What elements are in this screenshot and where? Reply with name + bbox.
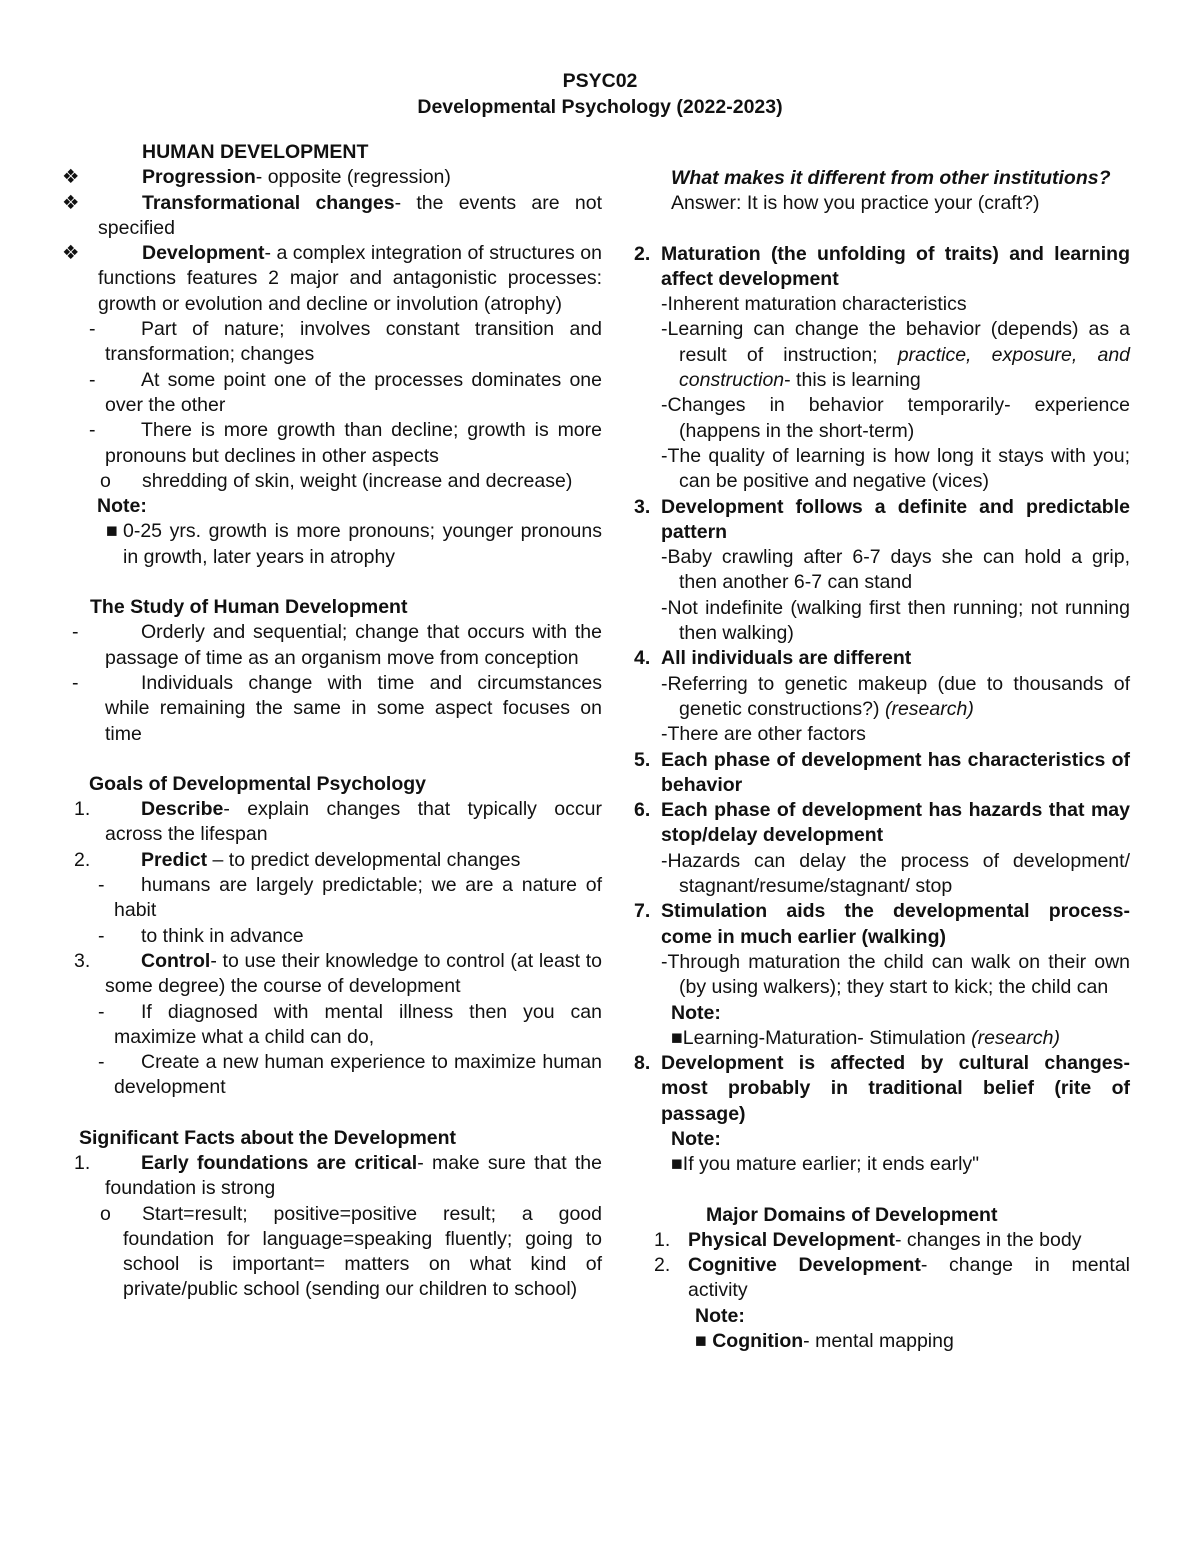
- fact-2-point-4: -The quality of learning is how long it stays with you; can be positive and negative (vices): [661, 444, 1130, 493]
- goal-2: 2. Predict – to predict developmental changes: [74, 848, 521, 871]
- domain-note-label: Note:: [695, 1304, 745, 1327]
- goal-2-point-1: - humans are largely predictable; we are a nature of habit: [98, 874, 602, 922]
- answer-text: Answer: It is how you practice your (craft?): [671, 192, 1040, 215]
- dash-bullet-icon: -: [89, 368, 96, 391]
- square-bullet-icon: ■: [106, 520, 118, 543]
- fact-4-point-2: -There are other factors: [661, 723, 866, 746]
- dev-point-2: - At some point one of the processes dominates one over the other: [89, 368, 602, 416]
- transform-term: Transformational changes: [142, 191, 395, 214]
- dash-bullet-icon: -: [72, 671, 79, 694]
- fact-3-point-2: -Not indefinite (walking first then running; not running then walking): [661, 596, 1130, 645]
- study-point-1: - Orderly and sequential; change that occurs with the passage of time as an organism move from conception: [72, 621, 602, 669]
- course-code: PSYC02: [562, 70, 638, 92]
- dev-point-1: - Part of nature; involves constant transition and transformation; changes: [89, 318, 602, 366]
- progression-def: - opposite (regression): [255, 166, 451, 189]
- note-item-1: ■ 0-25 yrs. growth is more pronouns; younger pronouns in growth, later years in atrophy: [106, 520, 602, 568]
- fact-5: 5. Each phase of development has characteristics of behavior: [634, 748, 1130, 796]
- fact-8: 8. Development is affected by cultural changes- most probably in traditional belief (rite of passage): [634, 1052, 1130, 1125]
- circle-bullet-icon: o: [100, 1202, 111, 1225]
- domain-2: 2. Cognitive Development- change in mental activity: [654, 1254, 1130, 1302]
- fact-1-subpoint: o Start=result; positive=positive result; a good foundation for language=speaking fluently; going to school is important= matters on what kind of private/public school (sending our children to school): [100, 1202, 602, 1301]
- transform-def: - the events are not specified: [98, 191, 602, 239]
- dash-bullet-icon: -: [98, 1051, 105, 1074]
- diamond-bullet-icon: ❖: [62, 191, 80, 214]
- development-term: Development: [142, 242, 265, 265]
- fact-3: 3. Development follows a definite and predictable pattern: [634, 495, 1130, 543]
- fact-4-point-1: -Referring to genetic makeup (due to thousands of genetic constructions?) (research): [661, 672, 1130, 720]
- facts-heading: Significant Facts about the Development: [79, 1126, 457, 1149]
- goals-heading: Goals of Developmental Psychology: [89, 772, 427, 795]
- fact-6: 6. Each phase of development has hazards that may stop/delay development: [634, 799, 1130, 847]
- goal-2-point-2: - to think in advance: [62, 924, 602, 949]
- goal-3-point-2: - Create a new human experience to maximize human development: [98, 1051, 602, 1099]
- study-point-2: - Individuals change with time and circumstances while remaining the same in some aspect focuses on time: [72, 671, 602, 745]
- fact-3-point-1: -Baby crawling after 6-7 days she can hold a grip, then another 6-7 can stand: [661, 546, 1130, 594]
- domain-note-item: ■ Cognition- mental mapping: [695, 1330, 954, 1353]
- transform-item: [62, 191, 602, 242]
- domains-heading: Major Domains of Development: [706, 1203, 998, 1226]
- dash-bullet-icon: -: [98, 924, 105, 947]
- development-def: - a complex integration of structures on functions features 2 major and antagonistic processes: growth or evolution and decline or involution (atrophy): [98, 242, 602, 315]
- dash-bullet-icon: -: [89, 419, 96, 442]
- human-development-heading: HUMAN DEVELOPMENT: [142, 141, 369, 163]
- domain-1: 1. Physical Development- changes in the body: [654, 1228, 1082, 1251]
- fact-2-point-2: -Learning can change the behavior (depends) as a result of instruction; practice, exposure, and construction- this is learning: [661, 318, 1131, 392]
- fact-1: 1. Early foundations are critical- make sure that the foundation is strong: [74, 1151, 602, 1200]
- dash-bullet-icon: -: [89, 318, 96, 341]
- fact-4: 4. All individuals are different: [634, 647, 912, 670]
- fact-7-point-1: -Through maturation the child can walk on their own (by using walkers); they start to kick; the child can: [661, 950, 1130, 999]
- fact-7-note-label: Note:: [671, 1001, 721, 1024]
- dash-bullet-icon: -: [72, 621, 79, 644]
- dev-point-3: - There is more growth than decline; growth is more pronouns but declines in other aspects: [89, 419, 602, 467]
- goal-3: 3. Control- to use their knowledge to control (at least to some degree) the course of development: [74, 949, 602, 998]
- study-heading: The Study of Human Development: [90, 596, 408, 619]
- fact-6-point-1: -Hazards can delay the process of development/ stagnant/resume/stagnant/ stop: [661, 849, 1130, 898]
- right-column: [632, 166, 1130, 1354]
- dash-bullet-icon: -: [98, 874, 105, 897]
- dev-subpoint-o1: o shredding of skin, weight (increase and decrease): [62, 469, 602, 494]
- square-bullet-icon: ■: [695, 1330, 707, 1353]
- progression-term: Progression: [142, 166, 256, 189]
- fact-8-note-item: ■If you mature earlier; it ends early": [671, 1153, 980, 1176]
- progression-item: [62, 165, 602, 190]
- goal-1: 1. Describe- explain changes that typically occur across the lifespan: [74, 798, 602, 846]
- circle-bullet-icon: o: [100, 469, 111, 492]
- dash-bullet-icon: -: [98, 1000, 105, 1023]
- left-column: [62, 140, 602, 1303]
- fact-7: 7. Stimulation aids the developmental process- come in much earlier (walking): [634, 900, 1130, 948]
- fact-7-note-item: ■Learning-Maturation- Stimulation (research): [671, 1026, 1060, 1049]
- question-text: What makes it different from other institutions?: [671, 167, 1111, 189]
- document-title: Developmental Psychology (2022-2023): [417, 96, 783, 118]
- square-bullet-icon: ■: [671, 1153, 683, 1176]
- note-label: Note:: [97, 495, 147, 518]
- development-item: [62, 241, 602, 317]
- square-bullet-icon: ■: [671, 1026, 683, 1049]
- diamond-bullet-icon: ❖: [62, 242, 80, 265]
- fact-2: 2. Maturation (the unfolding of traits) and learning affect development: [634, 242, 1130, 290]
- fact-8-note-label: Note:: [671, 1127, 721, 1150]
- fact-2-point-3: -Changes in behavior temporarily- experience (happens in the short-term): [661, 394, 1130, 442]
- fact-2-point-1: -Inherent maturation characteristics: [661, 293, 967, 316]
- diamond-bullet-icon: ❖: [62, 166, 80, 189]
- goal-3-point-1: - If diagnosed with mental illness then you can maximize what a child can do,: [98, 1000, 602, 1048]
